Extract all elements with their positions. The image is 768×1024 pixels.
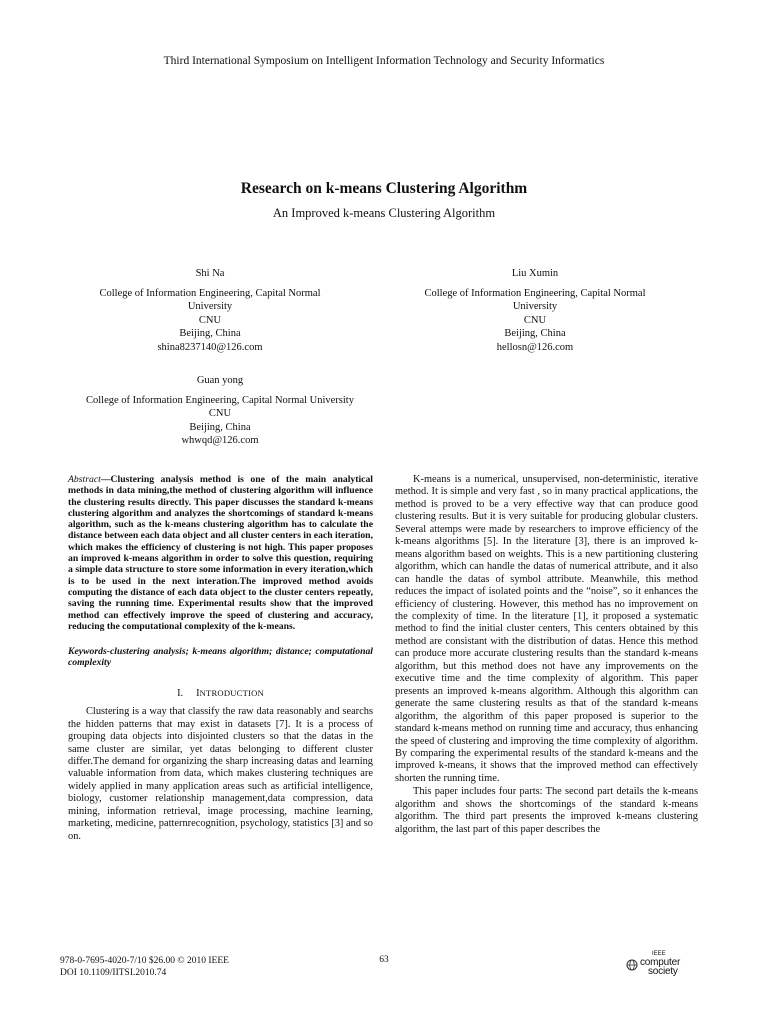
author-location: Beijing, China [504, 328, 566, 340]
author-org: CNU [208, 408, 232, 420]
section-heading-introduction [68, 687, 373, 700]
keywords: Keywords-clustering analysis; k-means algorithm; distance; computational complexity [68, 646, 373, 669]
author-email: shina8237140@126.com [157, 341, 263, 353]
conference-header: Third International Symposium on Intelligent Information Technology and Security Informatics [163, 55, 605, 67]
section-title-rest: NTRODUCTION [199, 687, 264, 698]
author-email: hellosn@126.com [496, 341, 574, 353]
author-affiliation: College of Information Engineering, Capital Normal [99, 287, 321, 299]
computer-society-logo [626, 951, 706, 981]
body-paragraph-1: K-means is a numerical, unsupervised, non-deterministic, iterative method. It is simple and very fast , so in many practical applications, the method is proved to be a very effective way that can produce good clustering results. But it is very suitable for producing globular clusters. Several attemps were made by researchers to improve efficiency of the k-means algorithms [5]. In the literature [3], there is an improved k-means algorithm based on weights. This is a new partitioning clustering algorithm, which can handle the datas of numerical attribute, and it also can handle the datas of symbol attribute. Meanwhile, this method reduces the impact of isolated points and the “noise”, so it enhances the efficiency of clustering. However, this method has no improvement on the complexity of time. In the literature [1], it proposed a systematic method to find the initial cluster centers, This centers obtained by this method are consistant with the distribution of datas. Hence this method can produce more accurate clustering results than the standard k-means algorithm, but this method does not have any improvements on the executive time and the time complexity of algorithm. This paper presents an improved k-means algorithm. Although this algorithm can generate the same clustering results as that of the standard k-means algorithm, the algorithm of this paper proposed is superior to the standard k-means method on running time and accuracy, thus enhancing the speed of clustering and improving the time complexity of algorithm. By comparing the experimental results of the standard k-means and the improved k-means, it shows that the improved method can effectively shorten the running time. [395, 474, 698, 784]
author-location: Beijing, China [189, 421, 251, 433]
logo-society-text: society [648, 966, 678, 977]
globe-icon [626, 959, 638, 971]
author-block-1 [60, 267, 360, 355]
footer-doi: DOI 10.1109/IITSI.2010.74 [60, 968, 167, 978]
logo-ieee-text: IEEE [652, 951, 666, 957]
author-org: CNU [523, 314, 547, 326]
section-number: I. [177, 687, 184, 699]
author-name: Liu Xumin [511, 268, 559, 279]
author-affiliation: College of Information Engineering, Capital Normal University [86, 394, 354, 406]
body-paragraph-2: This paper includes four parts: The second part details the k-means algorithm and shows the shortcomings of the standard k-means algorithm. The third part presents the improved k-means clustering algorithm, the last part of this paper describes the [395, 786, 698, 835]
author-org: CNU [198, 314, 222, 326]
left-column [68, 474, 373, 843]
author-name: Shi Na [195, 268, 225, 279]
author-affiliation-cont: University [512, 301, 558, 313]
author-block-3 [60, 374, 380, 448]
author-location: Beijing, China [179, 328, 241, 340]
footer-isbn: 978-0-7695-4020-7/10 $26.00 © 2010 IEEE [60, 956, 229, 966]
right-column [395, 474, 698, 836]
author-email: whwqd@126.com [181, 435, 259, 447]
abstract-lead: Abstract [68, 474, 101, 485]
logo-computer-text: computer [640, 957, 681, 968]
section-initial: I [196, 687, 200, 699]
abstract-text: —Clustering analysis method is one of the main analytical methods in data mining,the method of clustering algorithm will influence the clustering results directly. This paper discusses the standard k-means clustering algorithm and analyzes the shortcomings of standard k-means algorithm, such as the k-means clustering algorithm has to calculate the distance between each data object and all cluster centers in each iteration, which makes the efficiency of clustering is not high. This paper proposes an improved k-means algorithm in order to solve this question, requiring a simple data structure to store some information in every iteration,which is to be used in the next interation.The improved method avoids computing the distance of each data object to the cluster centers repeatly, saving the running time. Experimental results show that the improved method can effectively improve the speed of clustering and accuracy, reducing the computational complexity of the k-means. [68, 474, 373, 632]
author-affiliation: College of Information Engineering, Capital Normal [424, 287, 646, 299]
author-block-2 [400, 267, 670, 355]
page-number: 63 [379, 955, 389, 965]
author-name: Guan yong [196, 375, 244, 386]
author-affiliation-cont: University [187, 301, 233, 313]
paper-subtitle: An Improved k-means Clustering Algorithm [272, 206, 496, 220]
intro-paragraph: Clustering is a way that classify the raw data reasonably and searchs the hidden patterns that may exist in datasets [7]. It is a process of grouping data objects into disjointed clusters so that the datas in the same cluster are similar, yet datas belonging to different cluster differ.The demand for organizing the sharp increasing datas and learning valuable information from data, which makes clustering techniques are widely applied in many application areas such as artificial intelligence, biology, customer relationship management,data compression, data mining, information retrieval, image processing, machine learning, marketing, medicine, patternrecognition, psychology, statistics [3] and so on. [68, 706, 373, 842]
paper-title: Research on k-means Clustering Algorithm [240, 180, 528, 197]
abstract [68, 474, 373, 632]
